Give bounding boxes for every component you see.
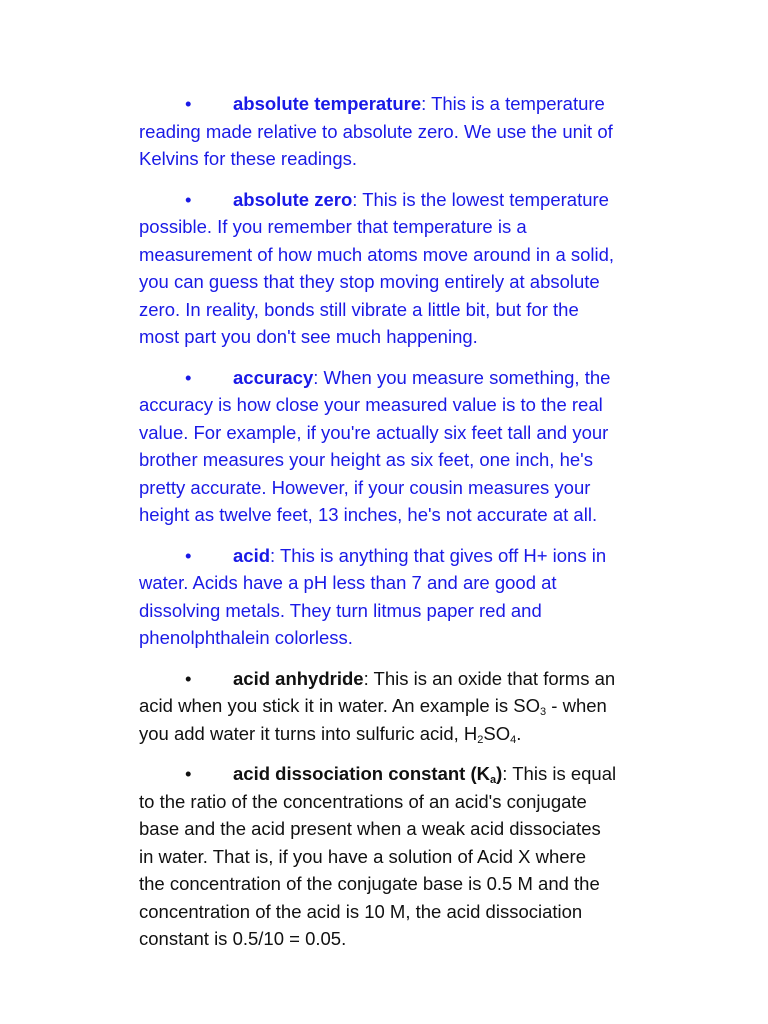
entry-term: acid anhydride <box>233 667 364 689</box>
glossary-entry-acid-dissociation-constant <box>139 760 679 953</box>
entry-line <box>139 720 679 748</box>
entry-first-line <box>139 90 679 118</box>
subscript: a <box>490 774 497 786</box>
entry-line: accuracy is how close your measured value is to the real <box>139 394 603 415</box>
entry-text: : This is a temperature <box>421 93 605 114</box>
entry-line: measurement of how much atoms move around in a solid, <box>139 243 615 265</box>
entry-first-line <box>139 542 679 570</box>
entry-term-text: acid dissociation constant (K <box>233 763 490 784</box>
subscript: 3 <box>540 706 547 718</box>
entry-line: value. For example, if you're actually six feet tall and your <box>139 421 609 443</box>
entry-text: . <box>516 722 522 744</box>
bullet: • <box>185 667 192 689</box>
entry-line: dissolving metals. They turn litmus paper red and <box>139 599 542 621</box>
entry-line: to the ratio of the concentrations of an acid's conjugate <box>139 790 587 812</box>
bullet: • <box>185 763 192 784</box>
entry-line: pretty accurate. However, if your cousin measures your <box>139 476 591 498</box>
entry-line <box>139 692 679 720</box>
entry-line: water. Acids have a pH less than 7 and are good at <box>139 572 557 593</box>
entry-text: : This is an oxide that forms an <box>363 667 616 689</box>
entry-term <box>233 763 502 784</box>
entry-line: in water. That is, if you have a solution of Acid X where <box>139 845 586 867</box>
entry-line: most part you don't see much happening. <box>139 326 478 347</box>
glossary-entry-acid-anhydride <box>139 665 679 748</box>
entry-first-line <box>139 760 679 788</box>
entry-term-text: ) <box>496 763 503 784</box>
entry-term: accuracy <box>233 366 314 388</box>
entry-line: the concentration of the conjugate base is 0.5 M and the <box>139 873 600 894</box>
entry-line: brother measures your height as six feet, one inch, he's <box>139 449 593 470</box>
glossary-entry-absolute-temperature <box>139 90 679 173</box>
entry-line: height as twelve feet, 13 inches, he's not accurate at all. <box>139 504 598 525</box>
entry-term: acid <box>233 544 271 566</box>
entry-text: SO <box>483 722 511 744</box>
glossary-entry-acid <box>139 542 679 652</box>
entry-text: you add water it turns into sulfuric acid, H <box>139 722 478 744</box>
entry-line: possible. If you remember that temperature is a <box>139 216 527 237</box>
glossary-page <box>139 90 679 966</box>
entry-first-line <box>139 364 679 392</box>
entry-line: constant is 0.5/10 = 0.05. <box>139 928 347 949</box>
glossary-entry-accuracy <box>139 364 679 529</box>
bullet: • <box>185 93 192 114</box>
subscript: 4 <box>510 733 517 746</box>
entry-line: phenolphthalein colorless. <box>139 627 353 648</box>
entry-line: Kelvins for these readings. <box>139 148 358 169</box>
bullet: • <box>185 544 192 566</box>
bullet: • <box>185 366 192 388</box>
entry-text: acid when you stick it in water. An example is SO <box>139 695 541 716</box>
entry-term: absolute zero <box>233 188 353 210</box>
entry-text: : This is anything that gives off H+ ions in <box>270 544 607 566</box>
entry-term: absolute temperature <box>233 93 422 114</box>
glossary-entry-absolute-zero <box>139 186 679 351</box>
subscript: 2 <box>477 733 484 746</box>
entry-first-line <box>139 186 679 214</box>
entry-text: : This is equal <box>502 763 617 784</box>
entry-line: base and the acid present when a weak acid dissociates <box>139 818 601 839</box>
entry-text: - when <box>546 695 607 716</box>
entry-line: concentration of the acid is 10 M, the acid dissociation <box>139 900 583 922</box>
entry-text: : This is the lowest temperature <box>352 188 609 210</box>
bullet: • <box>185 188 192 210</box>
entry-line: reading made relative to absolute zero. We use the unit of <box>139 120 613 142</box>
entry-line: you can guess that they stop moving entirely at absolute <box>139 271 600 292</box>
entry-first-line <box>139 665 679 693</box>
entry-text: : When you measure something, the <box>313 366 611 388</box>
entry-line: zero. In reality, bonds still vibrate a little bit, but for the <box>139 298 579 320</box>
